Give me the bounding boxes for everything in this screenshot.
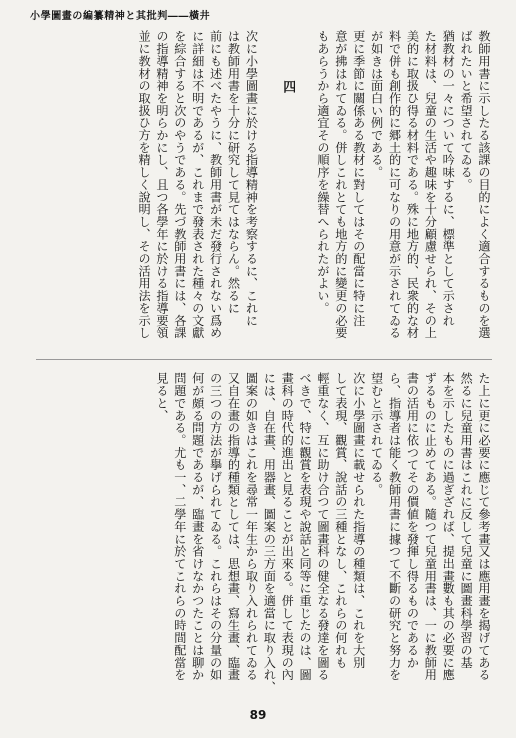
text-column: た上に更に必要に應じて參考畫又は應用畫を揭げてある: [477, 372, 491, 681]
text-column: 望むと示されてゐる。: [369, 372, 384, 496]
text-column: 意が拂はれてゐる。併しこれとても地方的に變更の必要: [333, 30, 348, 339]
text-column: [297, 30, 313, 348]
text-column: 前にも述べたやうに、教師用書が未だ發行されない爲め: [208, 30, 223, 339]
text-column: の指導精神を明らかにし、且つ各學年に於ける指導要領: [154, 30, 169, 339]
page-number: 89: [249, 708, 267, 722]
text-column: ずるものに止めてある。隨つて兒童用書は、一に教師用: [423, 372, 438, 681]
text-column: ばれたいと希望されてゐる。: [459, 30, 474, 191]
text-column: 本を示したものに過ぎざれば、提出畫數も其の必要に應: [441, 372, 456, 681]
text-column: 圖案の如きはこれを尋常一年生から取り入れられてゐる: [244, 372, 259, 681]
text-column: 問題である。尤も一、二學年に於てこれらの時間配當を: [172, 372, 187, 681]
text-column: 次に小學圖畫に載せられた指導の種類は、これを大別: [351, 372, 366, 669]
section-divider: [36, 359, 492, 360]
text-column: を綜合すると次のやうである。先づ教師用書には、各課: [172, 30, 187, 339]
text-column: 次に小學圖畫に於ける指導精神を考察するに、これに: [244, 30, 259, 327]
text-column: 更に季節に關係ある教材に對してはその配當に特に注: [351, 30, 366, 327]
text-column: には、自在畫、用器畫、圖案の三方面を適當に取り入れ、: [262, 372, 277, 694]
text-column: 輕重なく、互に助け合つて圖畫科の健全なる發達を圖る: [315, 372, 330, 681]
section-heading: 四: [280, 80, 296, 94]
text-column: 畫科の時代的進出と見ることが出來る。併して表現の內: [280, 372, 295, 681]
text-column: 教師用書に示したる該課の目的によく適合するものを選: [477, 30, 491, 339]
text-column: 何が頗る問題であるが、臨畫を省けなかつたことは聊か: [190, 372, 205, 681]
text-column: [261, 30, 277, 348]
text-column: 美的に取扱ひ得る材料である。殊に地方的、民衆的な材: [405, 30, 420, 339]
text-column: 又自在畫の指導的種類としては、思想畫、寫生畫、臨畫: [226, 372, 241, 681]
text-column: 然るに兒童用書はこれに反して兒童に圖畫科學習の基: [459, 372, 474, 669]
text-column: 並に教材の取扱ひ方を精しく說明し、その活用法を示し: [137, 30, 152, 339]
text-column: の三つの方法が擧げられてゐる。これらはその分量の如: [208, 372, 223, 681]
text-column: べきで、特に觀賞を表現や說話と同等に重じたのは、圖: [298, 372, 313, 681]
text-column: ら、指導者は能く教師用書に據つて不斷の研究と努力を: [387, 372, 402, 681]
text-column: して表現、觀賞、說話の三種となし、これらの何れも: [333, 372, 348, 669]
text-column: が如きは面白い例である。: [369, 30, 384, 179]
lower-text-block: [36, 372, 492, 698]
text-column: た材料は、兒童の生活や趣味を十分顧慮せられ、その上: [423, 30, 438, 339]
running-header: 小學圖畫の編纂精神と其批判――橫井: [30, 11, 211, 22]
text-column: に詳細は不明であるが、これまで發表された種々の文獻: [190, 30, 205, 339]
text-column: もあらうから適宜その順序を繰替へられたがよい。: [315, 30, 330, 315]
text-column: 猶教材の一々について吟味するに、標準として示され: [441, 30, 456, 327]
text-column: 書の活用に依つてその價値を發揮し得るものであるか: [405, 372, 420, 669]
text-column: 見ると、: [154, 372, 169, 422]
upper-text-block: [36, 30, 492, 348]
text-column: 料で併も創作的に郷土的に可なりの用意が示されてゐる: [387, 30, 402, 339]
text-column: は教師用書を十分に研究して見てはならん。然るに: [226, 30, 241, 315]
